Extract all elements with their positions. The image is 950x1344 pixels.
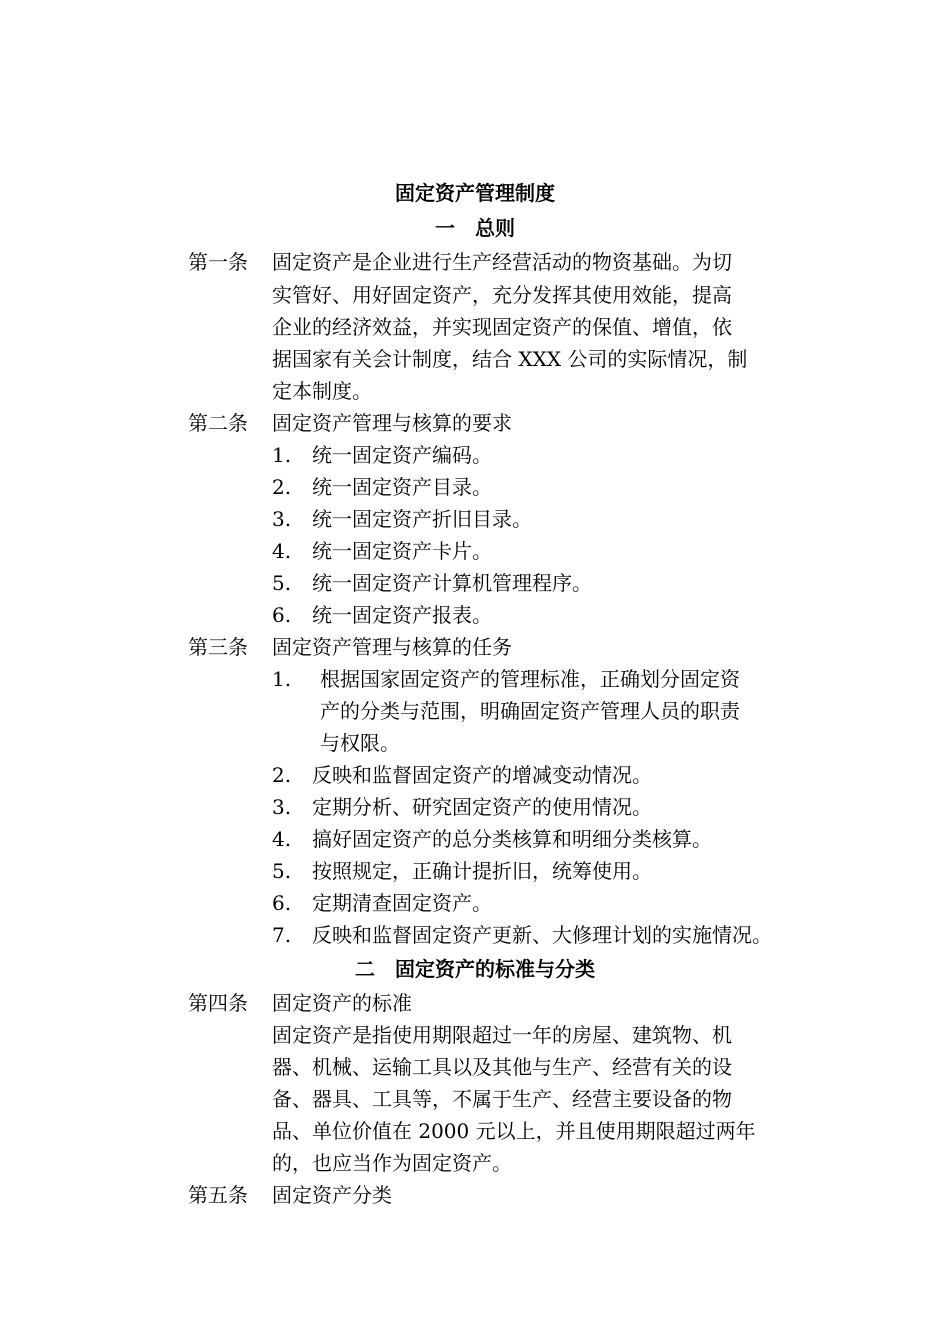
paragraph-line: 定本制度。 — [272, 379, 372, 403]
list-number: 6. — [272, 891, 292, 915]
list-number: 1. — [272, 667, 292, 691]
paragraph-line: 的，也应当作为固定资产。 — [272, 1151, 512, 1175]
paragraph-line: 企业的经济效益，并实现固定资产的保值、增值，依 — [272, 315, 732, 339]
paragraph-line: 固定资产是指使用期限超过一年的房屋、建筑物、机 — [272, 1023, 732, 1047]
article-label: 第二条 — [188, 411, 248, 435]
list-number: 4. — [272, 827, 292, 851]
article-heading: 固定资产管理与核算的任务 — [272, 635, 512, 659]
list-number: 4. — [272, 539, 292, 563]
paragraph-line: 器、机械、运输工具以及其他与生产、经营有关的设 — [272, 1055, 732, 1079]
list-number: 6. — [272, 603, 292, 627]
list-number: 7. — [272, 923, 292, 947]
list-text: 根据国家固定资产的管理标准，正确划分固定资 — [320, 667, 740, 691]
paragraph-line: 备、器具、工具等，不属于生产、经营主要设备的物 — [272, 1087, 732, 1111]
paragraph-line: 品、单位价值在 2000 元以上，并且使用期限超过两年 — [272, 1119, 756, 1143]
list-text: 产的分类与范围，明确固定资产管理人员的职责 — [320, 699, 740, 723]
list-text: 定期清查固定资产。 — [312, 891, 492, 915]
article-label: 第五条 — [188, 1183, 248, 1207]
paragraph-line: 固定资产是企业进行生产经营活动的物资基础。为切 — [272, 250, 732, 274]
article-heading: 固定资产管理与核算的要求 — [272, 411, 512, 435]
paragraph-line: 实管好、用好固定资产，充分发挥其使用效能，提高 — [272, 283, 732, 307]
list-number: 1. — [272, 443, 292, 467]
list-number: 2. — [272, 763, 292, 787]
list-text: 反映和监督固定资产的增减变动情况。 — [312, 763, 652, 787]
list-number: 5. — [272, 571, 292, 595]
list-number: 5. — [272, 859, 292, 883]
list-number: 3. — [272, 795, 292, 819]
article-heading: 固定资产的标准 — [272, 991, 412, 1015]
list-text: 反映和监督固定资产更新、大修理计划的实施情况。 — [312, 923, 772, 947]
list-text: 统一固定资产目录。 — [312, 475, 492, 499]
document-title: 固定资产管理制度 — [395, 181, 555, 205]
section-heading-standards: 二 固定资产的标准与分类 — [355, 957, 595, 981]
article-heading: 固定资产分类 — [272, 1183, 392, 1207]
article-label: 第四条 — [188, 991, 248, 1015]
list-text: 搞好固定资产的总分类核算和明细分类核算。 — [312, 827, 712, 851]
list-text: 定期分析、研究固定资产的使用情况。 — [312, 795, 652, 819]
list-number: 3. — [272, 507, 292, 531]
list-text: 与权限。 — [320, 731, 400, 755]
article-label: 第一条 — [188, 250, 248, 274]
list-text: 统一固定资产计算机管理程序。 — [312, 571, 592, 595]
list-text: 统一固定资产报表。 — [312, 603, 492, 627]
list-text: 统一固定资产编码。 — [312, 443, 492, 467]
list-text: 按照规定，正确计提折旧，统筹使用。 — [312, 859, 652, 883]
article-label: 第三条 — [188, 635, 248, 659]
list-number: 2. — [272, 475, 292, 499]
list-text: 统一固定资产卡片。 — [312, 539, 492, 563]
section-heading-general: 一 总则 — [435, 216, 515, 240]
paragraph-line: 据国家有关会计制度，结合 XXX 公司的实际情况，制 — [272, 347, 748, 371]
list-text: 统一固定资产折旧目录。 — [312, 507, 532, 531]
